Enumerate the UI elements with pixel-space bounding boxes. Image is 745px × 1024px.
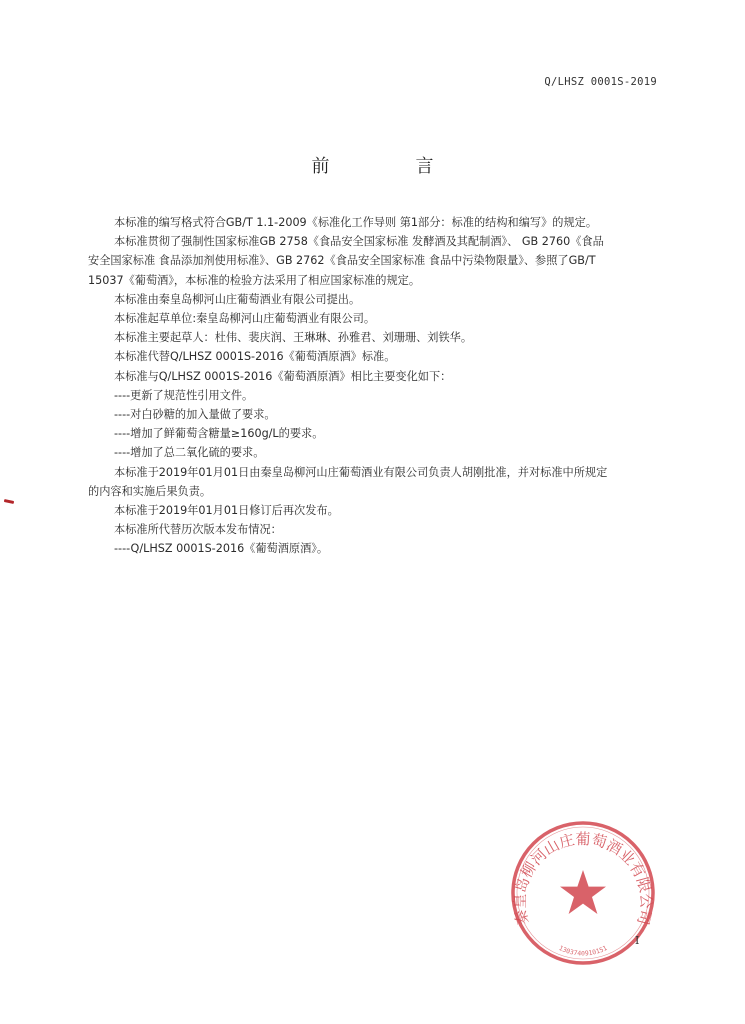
page-number: I [635,934,640,947]
paragraph: 15037《葡萄酒》，本标准的检验方法采用了相应国家标准的规定。 [88,273,421,287]
change-item: ----更新了规范性引用文件。 [114,388,254,402]
paragraph: 本标准主要起草人：杜伟、裴庆润、王琳琳、孙雅君、刘珊珊、刘铁华。 [114,331,473,345]
paragraph: 本标准与Q/LHSZ 0001S-2016《葡萄酒原酒》相比主要变化如下： [114,369,452,383]
paragraph: 本标准贯彻了强制性国家标准GB 2758《食品安全国家标准 发酵酒及其配制酒》、 GB 2760《食品 [114,235,604,249]
paragraph: 的内容和实施后果负责。 [88,484,212,498]
seal-text: 秦皇岛柳河山庄葡萄酒业有限公司 [510,830,656,927]
history-item: ----Q/LHSZ 0001S-2016《葡萄酒原酒》。 [114,542,329,556]
scan-mark [4,499,14,504]
seal-number: 1303740910151 [557,944,609,958]
page-title: 前言 [311,156,520,177]
standard-code: Q/LHSZ 0001S-2019 [544,76,657,88]
paragraph: 本标准于2019年01月01日修订后再次发布。 [114,504,339,518]
paragraph: 本标准于2019年01月01日由秦皇岛柳河山庄葡萄酒业有限公司负责人胡刚批准，并对标准中所规定 [114,465,608,479]
change-item: ----增加了总二氧化硫的要求。 [114,446,265,460]
change-item: ----对白砂糖的加入量做了要求。 [114,408,276,422]
paragraph: 本标准的编写格式符合GB/T 1.1-2009《标准化工作导则 第1部分：标准的结构和编写》的规定。 [114,216,598,229]
paragraph: 本标准由秦皇岛柳河山庄葡萄酒业有限公司提出。 [114,292,361,306]
paragraph: 本标准起草单位:秦皇岛柳河山庄葡萄酒业有限公司。 [114,312,376,326]
paragraph: 安全国家标准 食品添加剂使用标准》、GB 2762《食品安全国家标准 食品中污染物限量》、参照了GB/T [88,254,596,268]
paragraph: 本标准代替Q/LHSZ 0001S-2016《葡萄酒原酒》标准。 [114,350,396,364]
paragraph: 本标准所代替历次版本发布情况： [114,523,282,537]
star-icon [560,870,606,914]
change-item: ----增加了鲜葡萄含糖量≥160g/L的要求。 [114,427,324,441]
foreword-body [88,213,664,559]
